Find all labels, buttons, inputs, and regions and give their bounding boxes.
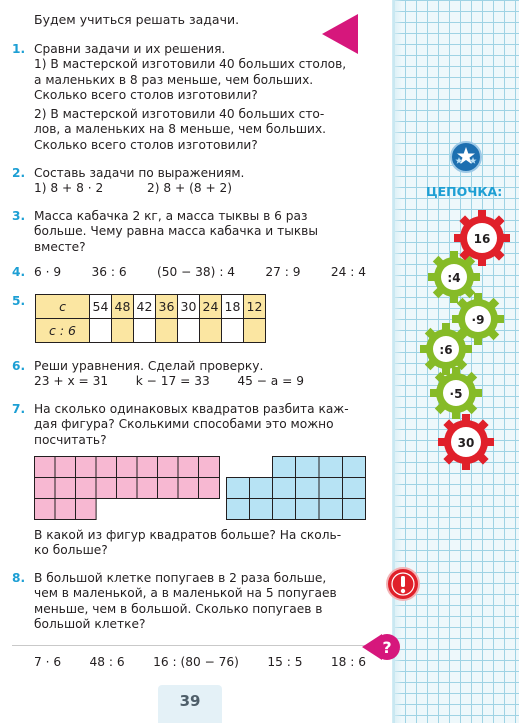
table-cell-value: 24 [200, 295, 222, 319]
gear-label-step: :6 [439, 343, 453, 357]
svg-text:?: ? [382, 638, 392, 657]
task-7 [34, 402, 366, 448]
task-4-expression: 36 : 6 [91, 265, 127, 279]
table-cell-value: 18 [222, 295, 244, 319]
task-6 [34, 359, 366, 390]
task-1-problem-1-line: Сколько всего столов изготовили? [34, 88, 258, 103]
task-7-question [34, 528, 366, 559]
gear-step-3 [420, 323, 472, 375]
mental-math-expression: 48 : 6 [89, 655, 125, 669]
table-row-label-c: c [36, 295, 90, 319]
task-6-number: 6. [12, 359, 26, 373]
task-1-problem-2-line: лов, а маленьких на 8 меньше, чем больших. [34, 122, 327, 137]
question-mark-icon [362, 630, 402, 664]
equation: 45 − a = 9 [237, 374, 304, 389]
task-5-number: 5. [12, 294, 26, 308]
task-7-question-line: В какой из фигур квадратов больше? На сколь- [34, 528, 342, 542]
task-3-line: Масса кабачка 2 кг, а масса тыквы в 6 раз [34, 209, 308, 223]
table-cell-empty [244, 319, 266, 343]
mental-math-expression: 15 : 5 [267, 655, 303, 669]
task-1 [34, 42, 366, 153]
gear-step-4 [430, 367, 482, 419]
gear-label-end: 30 [457, 436, 475, 450]
pink-figure [34, 456, 220, 520]
gear-start [454, 210, 510, 266]
task-3-line: вместе? [34, 239, 86, 254]
equation: k − 17 = 33 [135, 374, 210, 389]
task-8-line: В большой клетке попугаев в 2 раза больше, [34, 571, 327, 585]
table-cell-value: 48 [112, 295, 134, 319]
task-8-line: большой клетке? [34, 617, 146, 632]
mental-math-expression: 16 : (80 − 76) [153, 655, 239, 669]
gear-step-1 [428, 251, 480, 303]
table-cell-empty [178, 319, 200, 343]
gear-chain-items [396, 200, 519, 490]
table-cell-empty [156, 319, 178, 343]
stars-badge-icon [450, 141, 482, 173]
task-3-line: больше. Чему равна масса кабачка и тыквы [34, 224, 318, 239]
table-cell-value: 30 [178, 295, 200, 319]
mental-math-row [34, 655, 366, 670]
task-1-number: 1. [12, 42, 26, 56]
mental-math-expression: 18 : 6 [330, 655, 366, 669]
table-cell-value: 12 [244, 295, 266, 319]
mental-math-expression: 7 · 6 [34, 655, 62, 669]
task-3-number: 3. [12, 209, 26, 223]
gear-label-start: 16 [473, 232, 491, 246]
task-1-problem-2-line: Сколько всего столов изготовили? [34, 137, 258, 152]
task-2 [34, 166, 366, 197]
task-4-number: 4. [12, 265, 26, 279]
task-6-text: Реши уравнения. Сделай проверку. [34, 359, 264, 373]
table-cell-empty [90, 319, 112, 343]
table-cell-empty [134, 319, 156, 343]
task-2-number: 2. [12, 166, 26, 180]
task-3 [34, 209, 366, 255]
lesson-headline: Будем учиться решать задачи. [34, 12, 240, 27]
page-number: 39 [179, 692, 201, 710]
task-5-table [35, 294, 266, 343]
task-4-expression: 27 : 9 [265, 265, 301, 279]
task-8-line: чем в маленькой, а в маленькой на 5 попугаев [34, 586, 337, 601]
task-7-line: На сколько одинаковых квадратов разбита каж- [34, 402, 349, 416]
table-cell-empty [200, 319, 222, 343]
task-2-text: Составь задачи по выражениям. [34, 166, 245, 180]
gear-label-step: :4 [447, 271, 461, 285]
gear-label-step: ·9 [471, 313, 485, 327]
task-1-problem-2-line: 2) В мастерской изготовили 40 больших сто- [34, 106, 325, 121]
task-1-intro: Сравни задачи и их решения. [34, 42, 226, 56]
exclamation-icon [386, 567, 420, 601]
task-2-expression-1: 1) 8 + 8 · 2 [34, 181, 104, 196]
task-1-problem-1-line: а маленьких в 8 раз меньше, чем больших. [34, 72, 314, 87]
separator-line [12, 645, 370, 646]
task-4-expression: 6 · 9 [34, 265, 62, 279]
table-row-label-c-div-6: c : 6 [36, 319, 90, 343]
task-4-expression: (50 − 38) : 4 [156, 265, 236, 279]
table-cell-empty [222, 319, 244, 343]
table-cell-value: 54 [90, 295, 112, 319]
task-7-number: 7. [12, 402, 26, 416]
gear-end [438, 414, 494, 470]
task-7-line: дая фигура? Сколькими способами это можно [34, 417, 334, 432]
equation: 23 + x = 31 [34, 374, 109, 389]
task-4-expressions [34, 265, 366, 280]
task-8-number: 8. [12, 571, 26, 585]
blue-figure [226, 456, 366, 520]
table-cell-value: 36 [156, 295, 178, 319]
task-1-problem-1-line: 1) В мастерской изготовили 40 больших столов, [34, 57, 347, 72]
task-7-line: посчитать? [34, 432, 107, 447]
task-7-question-line: ко больше? [34, 543, 108, 558]
task-8 [34, 571, 366, 633]
table-cell-value: 42 [134, 295, 156, 319]
task-2-expression-2: 2) 8 + (8 + 2) [146, 181, 233, 196]
task-4-expression: 24 : 4 [330, 265, 366, 279]
chain-title: ЦЕПОЧКА: [426, 184, 503, 199]
table-cell-empty [112, 319, 134, 343]
task-8-line: меньше, чем в большой. Сколько попугаев в [34, 601, 323, 616]
gear-label-step: ·5 [449, 387, 463, 401]
